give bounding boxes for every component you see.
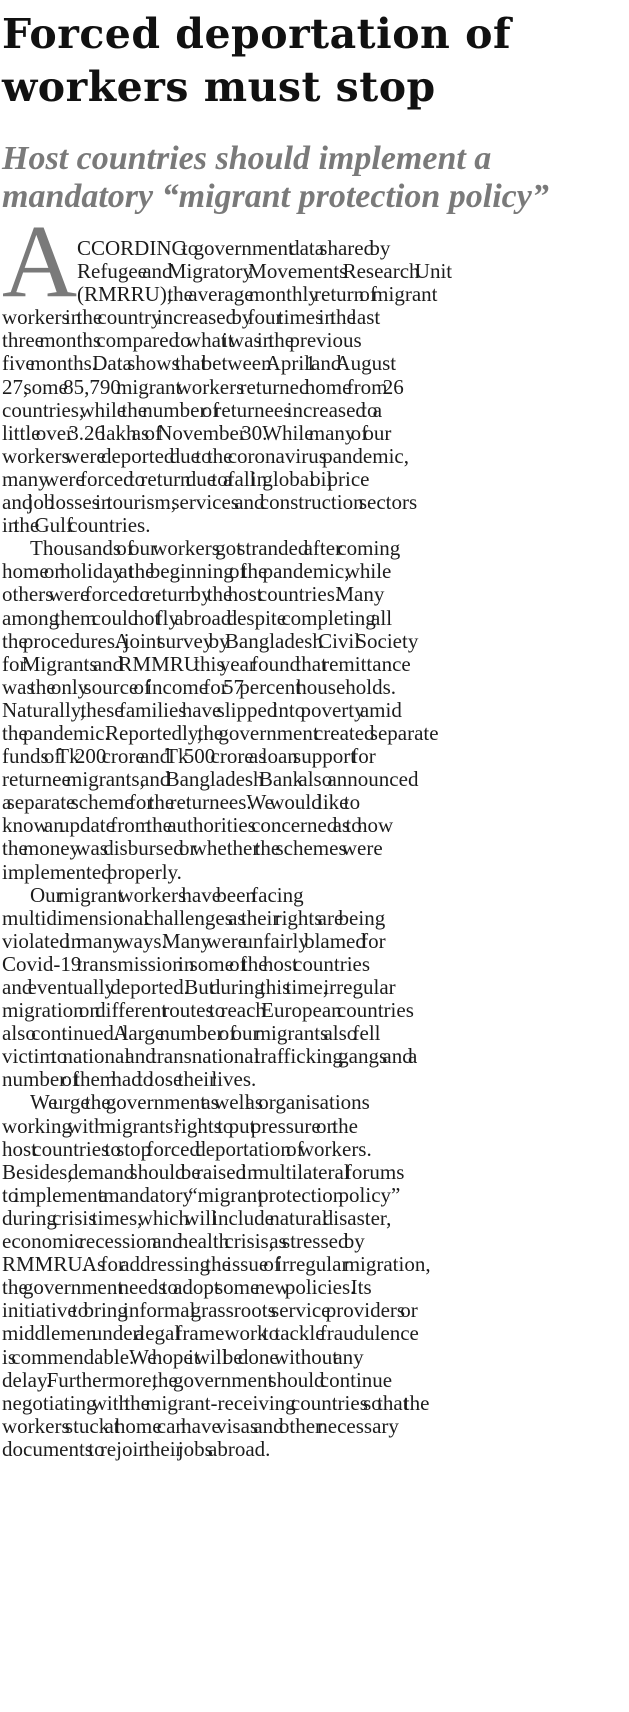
text-line: RMMRU. As for addressing the issue of irregular migration, [2, 1252, 431, 1277]
text-line: the procedures. A joint survey by Bangladesh Civil Society [2, 628, 419, 653]
text-line: violated in many ways. Many were unfairly blamed for [2, 928, 386, 953]
text-line: Besides, demand should be raised in multilateral forums [2, 1159, 405, 1184]
text-line: three months compared to what it was in the previous [2, 328, 362, 353]
text-line: Covid-19 transmission in some of the host countries [2, 951, 371, 976]
text-line: Naturally, these families have slipped into poverty amid [2, 697, 402, 722]
text-line: host countries to stop forced deportation of workers. [2, 1136, 372, 1161]
text-line: (RMRRU), the average monthly return of migrant [77, 282, 438, 307]
text-line: migration on different routes to reach European countries [2, 998, 414, 1023]
text-line: funds of Tk 200 crore and Tk 500 crore as loan support for [2, 744, 376, 769]
text-line: Refugee and Migratory Movements Research Unit [77, 259, 453, 284]
paragraph-4 [2, 1091, 626, 1461]
text-line: Our migrant workers have been facing [30, 882, 304, 907]
text-line: middlemen under a legal framework to tackle fraudulence [2, 1321, 419, 1346]
paragraph-2 [2, 537, 626, 883]
text-line: a separate scheme for the returnees. We would like to [2, 790, 361, 815]
text-line: for Migrants and RMMRU this year found that remittance [2, 651, 411, 676]
paragraph-3 [2, 884, 626, 1092]
text-line: We urge the government as well as organisations [30, 1090, 370, 1115]
text-line: workers in the country increased by four times in the last [2, 305, 381, 330]
article-body [2, 237, 626, 1461]
text-line: multidimensional challenges as their rights are being [2, 905, 386, 930]
text-line: is commendable. We hope it will be done without any [2, 1344, 364, 1369]
text-line: countries, while the number of returnees increased to a [2, 397, 383, 422]
text-line: know an update from the authorities concerned as to how [2, 813, 394, 838]
text-line: during crisis times, which will include natural disaster, [2, 1205, 392, 1230]
text-line: implemented properly. [2, 859, 182, 884]
text-line: delay. Furthermore, the government should continue [2, 1367, 393, 1392]
text-line: working with migrants’ rights to put pressure on the [2, 1113, 358, 1138]
text-line: CCORDING to government data shared by [77, 236, 391, 260]
text-line: Thousands of our workers got stranded after coming [30, 536, 401, 561]
text-line: the government needs to adopt some new policies. Its [2, 1275, 372, 1300]
article-headline: Forced deportation of workers must stop [2, 10, 512, 111]
text-line: five months. Data shows that between April 1 and August [2, 351, 397, 376]
text-line: little over 3.26 lakh as of November 30. While many of our [2, 420, 392, 445]
text-line: workers were deported due to the coronavirus pandemic, [2, 443, 409, 468]
text-line: number of them had to lose their lives. [2, 1067, 257, 1092]
text-line: 27, some 85,790 migrant workers returned home from 26 [2, 374, 404, 399]
text-line: negotiating with the migrant-receiving countries so that the [2, 1390, 430, 1415]
text-line: many were forced to return due to a fall in global oil price [2, 466, 370, 491]
text-line: workers stuck at home can have visas and other necessary [2, 1413, 399, 1438]
text-line: returnee migrants, and Bangladesh Bank also announced [2, 767, 419, 792]
text-line: was the only source of income for 57 percent households. [2, 674, 397, 699]
text-line: in the Gulf countries. [2, 513, 151, 538]
text-line: and job losses in tourism, services and construction sectors [2, 490, 418, 515]
text-line: others were forced to return by the host countries. Many [2, 582, 385, 607]
text-line: to implement a mandatory “migrant protection policy” [2, 1182, 401, 1207]
text-line: among them could not fly abroad despite completing all [2, 605, 393, 630]
text-line: initiative to bring informal grassroots service providers or [2, 1298, 418, 1323]
text-line: and eventually deported. But during this time, irregular [2, 975, 396, 999]
text-line: the money was disbursed or whether the schemes were [2, 836, 383, 861]
text-line: home on holiday at the beginning of the pandemic, while [2, 559, 392, 584]
text-line: victim to national and transnational trafficking gangs and a [2, 1044, 418, 1069]
text-line: documents to rejoin their jobs abroad. [2, 1436, 271, 1461]
text-line: economic recession and health crisis, as stressed by [2, 1229, 365, 1254]
paragraph-1 [2, 237, 626, 537]
article-deck: Host countries should implement a mandatory “migrant protection policy” [2, 140, 549, 215]
text-line: the pandemic. Reportedly, the government created separate [2, 720, 439, 745]
text-line: also continued. A large number of our migrants also fell [2, 1021, 381, 1046]
drop-cap: A [2, 204, 78, 319]
